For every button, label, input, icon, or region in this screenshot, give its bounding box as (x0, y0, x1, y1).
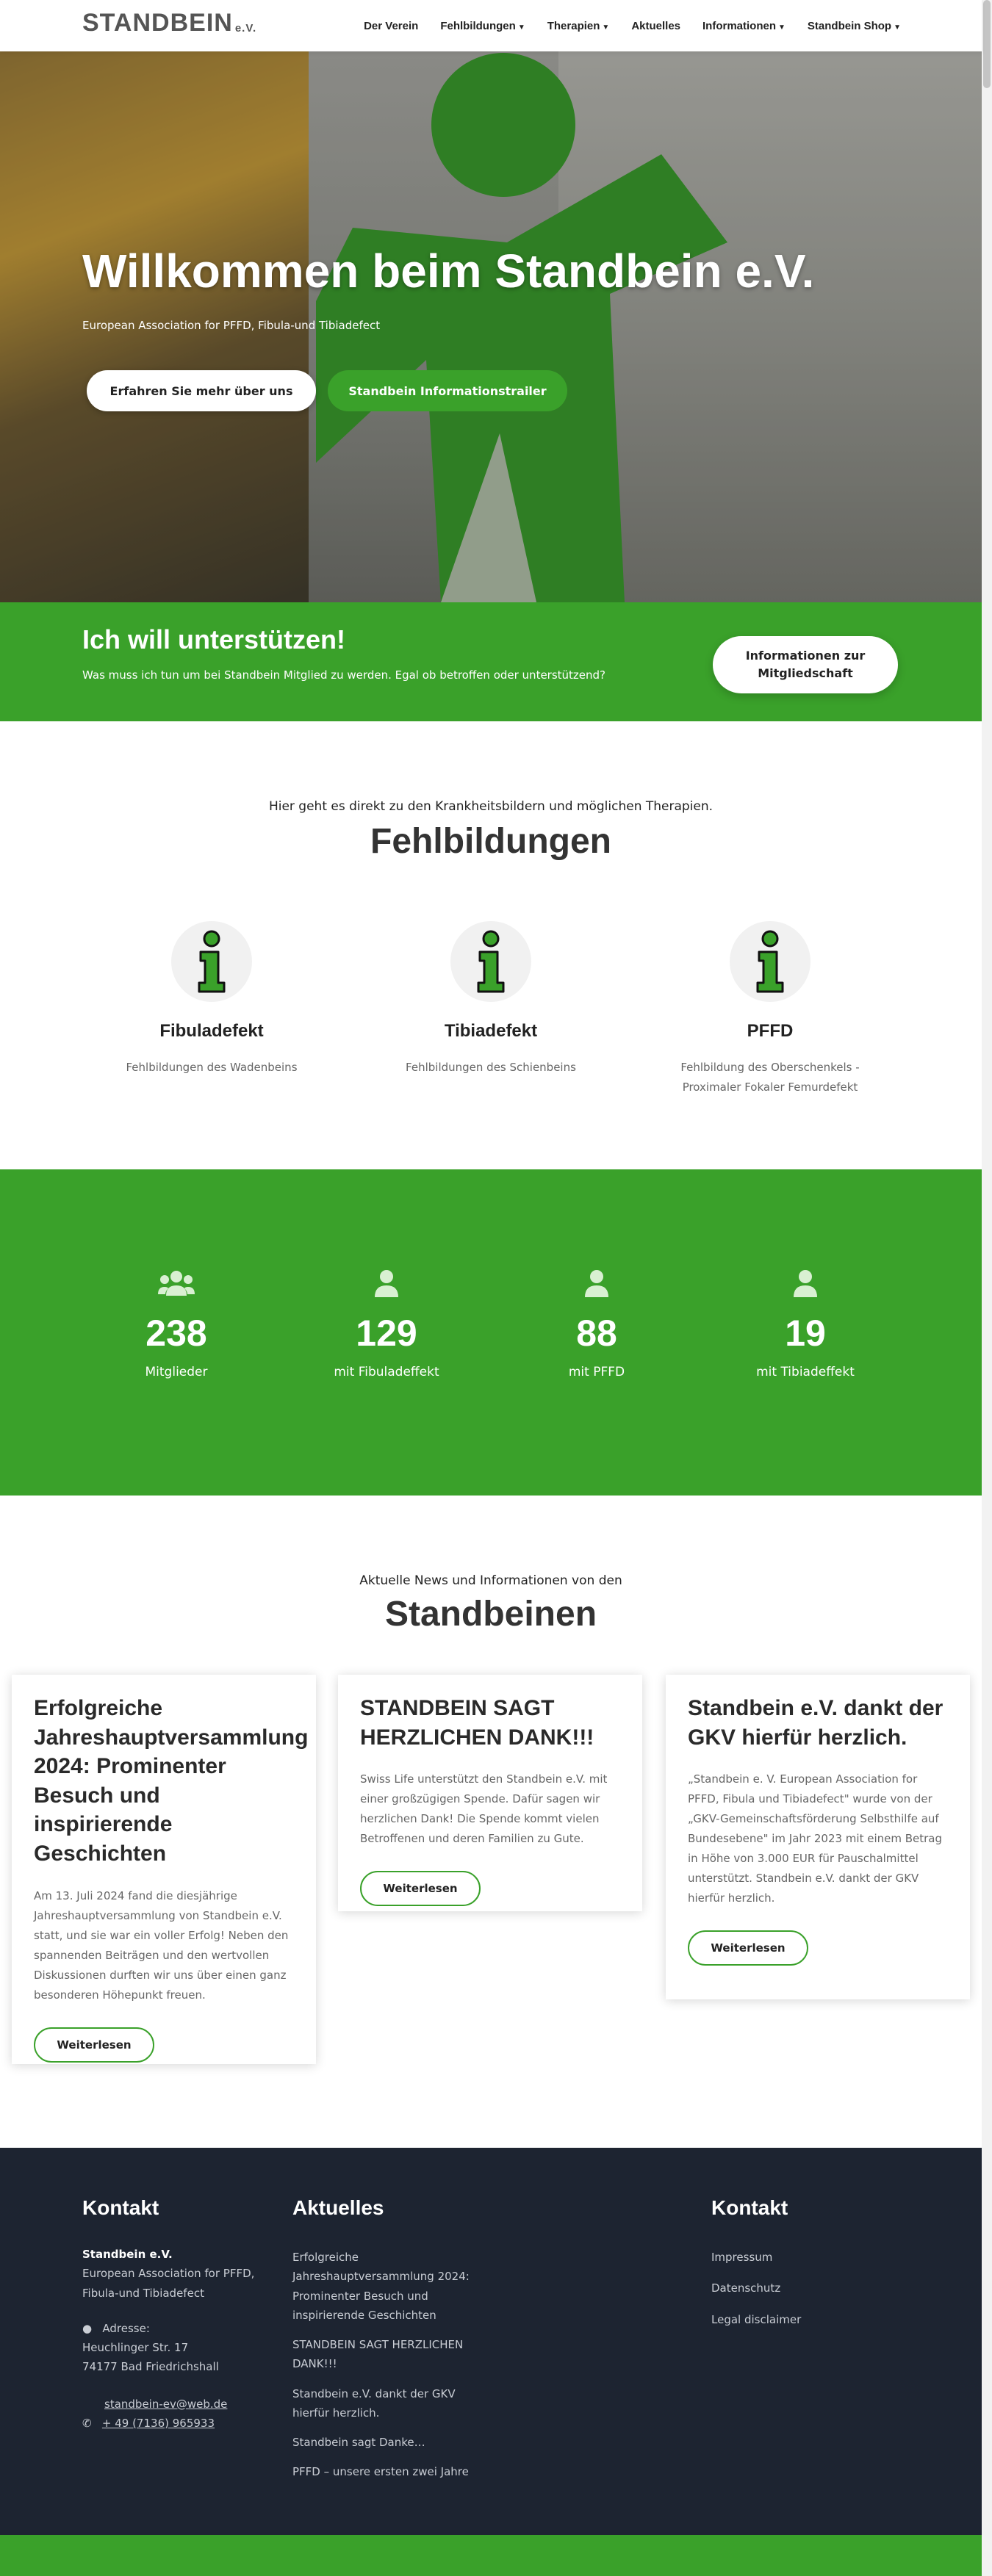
scrollbar-thumb[interactable] (983, 0, 991, 88)
caret-down-icon: ▼ (602, 23, 610, 32)
user-icon (791, 1269, 820, 1299)
feature-text: Fehlbildung des Oberschenkels - Proximaler Fokaler Femurdefekt (680, 1061, 860, 1094)
news-card-title[interactable]: Erfolgreiche Jahreshauptversammlung 2024: Prominenter Besuch und inspirierende Geschichten (34, 1696, 309, 1866)
news-card-title[interactable]: Standbein e.V. dankt der GKV hierfür herzlich. (688, 1696, 944, 1750)
stat-value: 129 (356, 1313, 417, 1354)
org-name: Standbein e.V. (82, 2248, 173, 2261)
support-band (0, 602, 982, 721)
nav-item-informationen[interactable]: Informationen ▼ (702, 19, 786, 32)
hero-lead: European Association for PFFD, Fibula-und Tibiadefect (82, 319, 381, 332)
nav-item-der-verein[interactable]: Der Verein (364, 19, 419, 32)
site-footer (0, 2148, 982, 2535)
stat-members (66, 1269, 287, 1379)
news-subtitle: Aktuelle News und Informationen von den (359, 1573, 622, 1588)
footer-news-link[interactable]: Erfolgreiche Jahreshauptversammlung 2024: Prominenter Besuch und inspirierende Geschichten (292, 2251, 470, 2322)
stats-band (0, 1169, 982, 1496)
feature-title: Tibiadefekt (444, 1021, 538, 1041)
stat-label: Mitglieder (145, 1365, 208, 1379)
footer-legal-links (711, 2248, 888, 2341)
learn-more-button[interactable]: Erfahren Sie mehr über uns (87, 370, 316, 411)
support-title: Ich will unterstützen! (82, 624, 346, 654)
nav-item-aktuelles[interactable]: Aktuelles (631, 19, 681, 32)
fehlbildungen-title: Fehlbildungen (370, 822, 611, 861)
stat-label: mit PFFD (568, 1365, 625, 1379)
org-desc: European Association for PFFD, Fibula-und Tibiadefect (82, 2267, 255, 2300)
top-navbar (0, 0, 982, 51)
feature-tibiadefekt[interactable] (351, 921, 630, 1078)
feature-text: Fehlbildungen des Wadenbeins (126, 1061, 298, 1074)
datenschutz-link[interactable]: Datenschutz (711, 2281, 781, 2295)
caret-down-icon: ▼ (517, 23, 525, 32)
site-logo[interactable] (82, 9, 256, 37)
address-row: ● Adresse: (82, 2321, 150, 2335)
footer-kontakt2-title: Kontakt (711, 2196, 788, 2219)
stat-tibia (695, 1269, 916, 1379)
main-menu (364, 0, 901, 51)
phone-icon: ✆ (82, 2416, 92, 2430)
email-link[interactable]: standbein-ev@web.de (104, 2397, 228, 2411)
footer-kontakt-title: Kontakt (82, 2196, 159, 2219)
logo-sub: e.V. (234, 22, 257, 35)
page-scrollbar[interactable] (982, 0, 992, 2576)
footer-news-link[interactable]: Standbein sagt Danke… (292, 2436, 425, 2449)
stat-value: 238 (145, 1313, 207, 1354)
nav-item-fehlbildungen[interactable]: Fehlbildungen ▼ (440, 19, 525, 32)
stat-label: mit Fibuladeffekt (334, 1365, 439, 1379)
footer-aktuelles-title: Aktuelles (292, 2196, 384, 2219)
news-card (338, 1675, 642, 1911)
support-text: Was muss ich tun um bei Standbein Mitglied zu werden. Egal ob betroffen oder unterstützend? (82, 668, 606, 682)
street: Heuchlinger Str. 17 (82, 2341, 189, 2354)
hero-title: Willkommen beim Standbein e.V. (82, 245, 815, 297)
info-icon (730, 921, 811, 1002)
legal-disclaimer-link[interactable]: Legal disclaimer (711, 2312, 802, 2326)
feature-title: Fibuladefekt (159, 1021, 264, 1041)
read-more-button[interactable]: Weiterlesen (360, 1871, 481, 1906)
stat-pffd (486, 1269, 707, 1379)
feature-title: PFFD (747, 1021, 794, 1041)
news-card-title[interactable]: STANDBEIN SAGT HERZLICHEN DANK!!! (360, 1696, 594, 1750)
stat-value: 19 (785, 1313, 826, 1354)
news-card (12, 1675, 316, 2064)
caret-down-icon: ▼ (894, 23, 901, 32)
user-icon (582, 1269, 611, 1299)
bottom-bar (0, 2535, 982, 2576)
footer-news-link[interactable]: STANDBEIN SAGT HERZLICHEN DANK!!! (292, 2338, 464, 2371)
footer-news-link[interactable]: PFFD – unsere ersten zwei Jahre (292, 2465, 469, 2479)
users-icon (158, 1269, 195, 1299)
membership-info-button[interactable]: Informationen zur Mitgliedschaft (713, 636, 898, 693)
map-pin-icon: ● (82, 2321, 93, 2335)
caret-down-icon: ▼ (778, 23, 786, 32)
impressum-link[interactable]: Impressum (711, 2251, 773, 2264)
feature-pffd[interactable] (630, 921, 910, 1097)
feature-fibuladefekt[interactable] (72, 921, 351, 1078)
info-icon (450, 921, 531, 1002)
phone-row (82, 2414, 273, 2433)
stat-label: mit Tibiadeffekt (756, 1365, 855, 1379)
read-more-button[interactable]: Weiterlesen (34, 2027, 154, 2063)
fehlbildungen-subtitle: Hier geht es direkt zu den Krankheitsbildern und möglichen Therapien. (268, 799, 714, 814)
news-card-text: Am 13. Juli 2024 fand die diesjährige Jahreshauptversammlung von Standbein e.V. statt, und sie war ein voller Erfolg! Neben den spannenden Beiträgen und den wertvollen Diskussionen durften wir uns über einen ganz besonderen Höhepunkt freuen. (34, 1888, 289, 2002)
footer-contact (82, 2245, 273, 2433)
nav-item-therapien[interactable]: Therapien ▼ (547, 19, 610, 32)
trailer-button[interactable]: Standbein Informationstrailer (328, 370, 567, 411)
news-card (666, 1675, 970, 1999)
info-icon (171, 921, 252, 1002)
news-card-text: Swiss Life unterstützt den Standbein e.V. mit einer großzügigen Spende. Dafür sagen wir herzlichen Dank! Die Spende kommt vielen Betroffenen und deren Familien zu Gute. (360, 1772, 608, 1846)
nav-item-shop[interactable]: Standbein Shop ▼ (807, 19, 901, 32)
hero-banner (0, 51, 982, 602)
footer-news-link[interactable]: Standbein e.V. dankt der GKV hierfür herzlich. (292, 2386, 456, 2420)
footer-news-list (292, 2248, 476, 2492)
news-title: Standbeinen (384, 1595, 597, 1634)
user-icon (372, 1269, 401, 1299)
phone-link[interactable]: + 49 (7136) 965933 (101, 2416, 215, 2430)
read-more-button[interactable]: Weiterlesen (688, 1930, 808, 1966)
news-card-text: „Standbein e. V. European Association for PFFD, Fibula und Tibiadefect" wurde von der „GKV-Gemeinschaftsförderung Selbsthilfe auf Bundesebene" im Jahr 2023 mit einem Betrag in Höhe von 3.000 EUR für Pauschalmittel unterstützt. Standbein e.V. dankt der GKV hierfür herzlich. (688, 1772, 943, 1905)
stat-fibula (276, 1269, 497, 1379)
stat-value: 88 (576, 1313, 617, 1354)
logo-text: STANDBEIN (82, 9, 233, 37)
feature-text: Fehlbildungen des Schienbeins (406, 1061, 576, 1074)
city: 74177 Bad Friedrichshall (82, 2360, 219, 2374)
